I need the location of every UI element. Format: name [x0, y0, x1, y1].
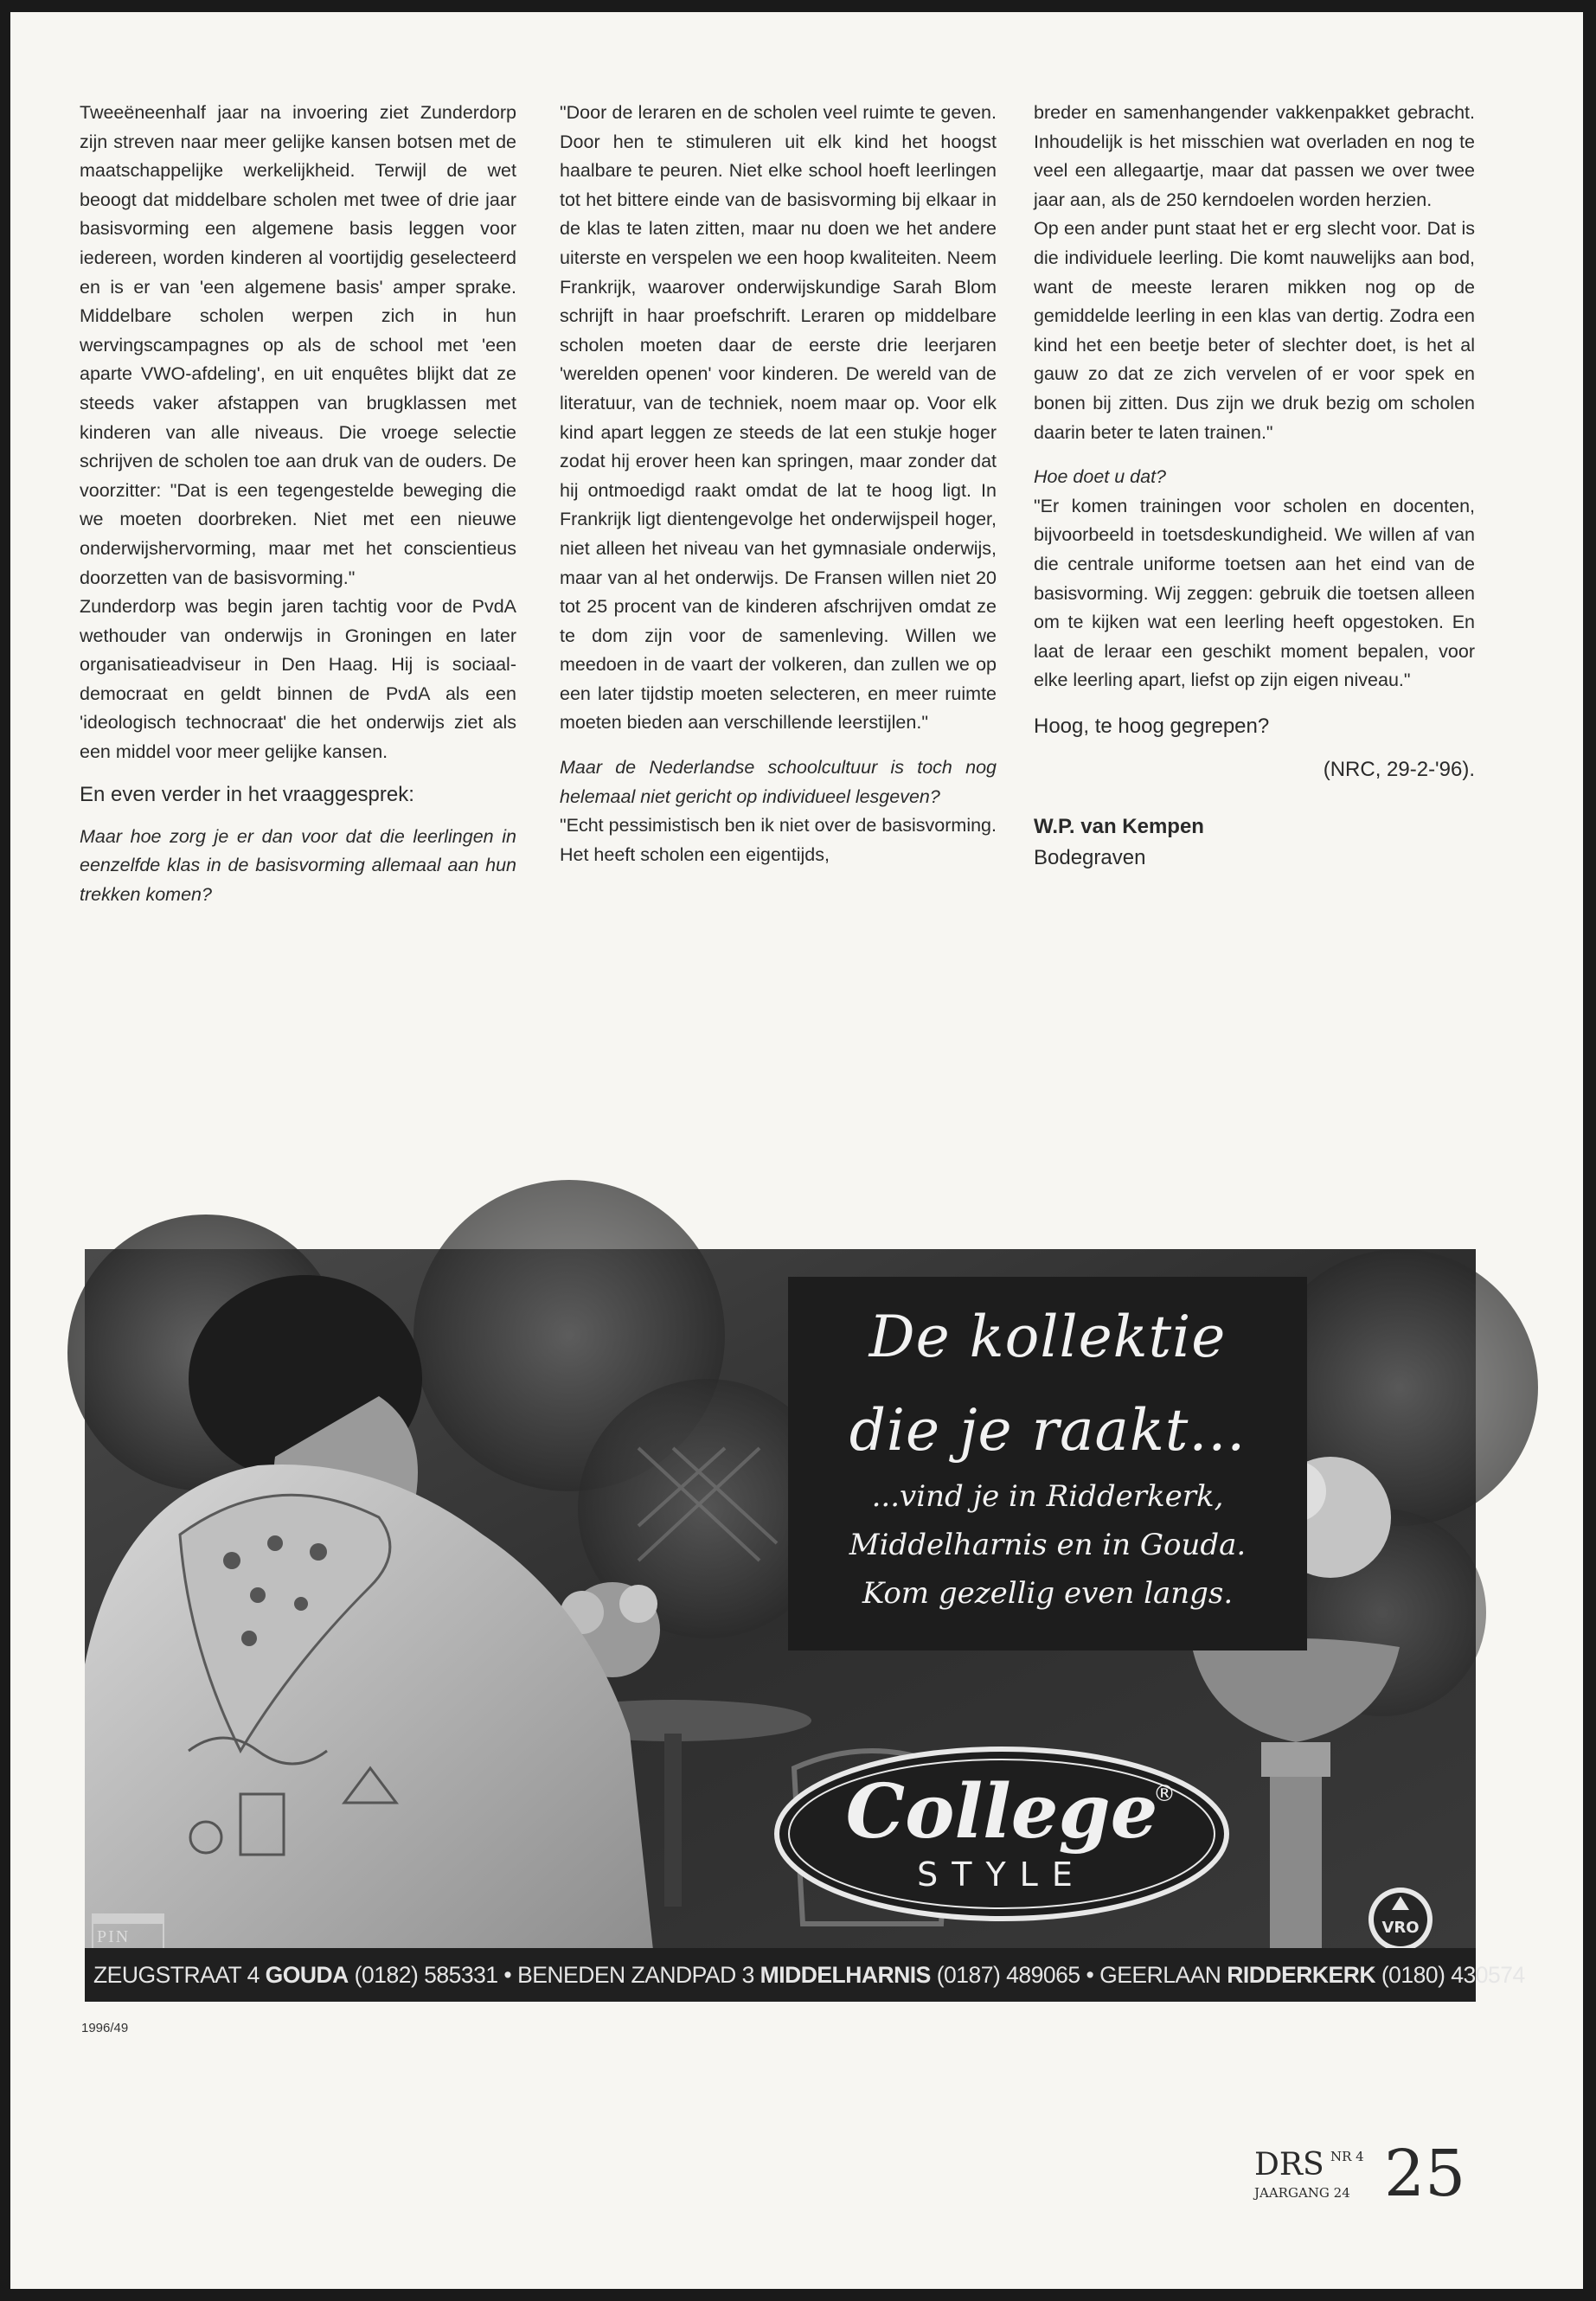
- article-column-1: [80, 99, 516, 909]
- store-middelharnis: MIDDELHARNIS: [760, 1962, 931, 1988]
- article-column-3: [1034, 99, 1475, 874]
- paragraph: breder en samenhangender vakkenpakket gebracht. Inhoudelijk is het misschien wat overladen en nog te veel een allegaartje, maar dat passen we over twee jaar aan, als de 250 kerndoelen worden herzien.: [1034, 102, 1475, 210]
- store-ridderkerk: RIDDERKERK: [1227, 1962, 1375, 1988]
- paragraph: "Er komen trainingen voor scholen en docenten, bijvoorbeeld in toetsdeskundigheid. We willen af van die centrale uniforme toetsen aan het eind van de basisvorming. Wij zeggen: gebruik die toetsen alleen om te kijken wat een leerling heeft opgestoken. En laat de leraar een geschikt moment bepalen, voor elke leerling apart, liefst op zijn eigen niveau.": [1034, 495, 1475, 691]
- interview-intro: En even verder in het vraaggesprek:: [80, 782, 414, 806]
- paragraph: Zunderdorp was begin jaren tachtig voor de PvdA wethouder van onderwijs in Groningen en later organisatieadviseur in Den Haag. Hij is sociaal-democraat en geldt binnen de PvdA als een 'ideologisch technocraat' die het onderwijs ziet als een middel voor meer gelijke kansen.: [80, 596, 516, 763]
- ad-reference-code: 1996/49: [81, 2021, 129, 2035]
- paragraph: Op een ander punt staat het er erg slecht voor. Dat is die individuele leerling. Die komt nauwelijks aan bod, want de meeste leraren mikken nog op de gemiddelde leerling in een klas van dertig. Zodra een kind het een beetje beter of slechter doet, is het al gauw zo dat ze zich vervelen of er voor spek en bonen bij zitten. Dus zijn we druk bezig om scholen daarin beter te laten trainen.": [1034, 218, 1475, 443]
- store-gouda: GOUDA: [265, 1962, 349, 1988]
- source-citation: (NRC, 29-2-'96).: [1323, 757, 1475, 781]
- volume-label: JAARGANG 24: [1254, 2185, 1350, 2201]
- paragraph: "Door de leraren en de scholen veel ruimte te geven. Door hen te stimuleren uit elk kind het hoogst haalbare te peuren. Niet elke school hoeft leerlingen tot het bittere einde van de basisvorming bij elkaar in de klas te laten zitten, maar nu doen we het andere uiterste en verspelen we een hoop kwaliteiten. Neem Frankrijk, waarover onderwijskundige Sarah Blom schrijft in haar proefschrift. Leraren op middelbare scholen moeten daar de eerste drie leerjaren 'werelden openen' voor kinderen. De wereld van de literatuur, van de techniek, noem maar op. Voor elk kind apart leggen ze steeds de lat een stukje hoger zodat hij erover heen kan springen, maar zonder dat hij ontmoedigd raakt omdat de lat te hoog ligt. In Frankrijk ligt dientengevolge het onderwijspeil hoger, niet alleen het niveau van het gymnasiale onderwijs, maar van al het onderwijs. De Fransen willen niet 20 tot 25 procent van de kinderen afschrijven omdat ze te dom zijn voor de samenleving. Willen we meedoen in de vaart der volkeren, dan zullen we op een later tijdstip moeten selecteren, en meer ruimte moeten bieden aan verschillende leerstijlen.": [560, 102, 997, 734]
- ad-subline-1: ...vind je in Ridderkerk,: [871, 1479, 1224, 1514]
- logo-style-text: STYLE: [917, 1856, 1086, 1894]
- issue-number: NR 4: [1330, 2149, 1364, 2164]
- vro-label: VRO: [1381, 1919, 1420, 1937]
- interview-question: Maar hoe zorg je er dan voor dat die leerlingen in eenzelfde klas in de basisvorming allemaal aan hun trekken komen?: [80, 825, 516, 905]
- page-folio: [1254, 2137, 1471, 2211]
- page-number: 25: [1384, 2137, 1466, 2211]
- interview-question: Hoe doet u dat?: [1034, 466, 1167, 488]
- college-style-logo: [811, 1766, 1192, 1905]
- journal-name: DRS: [1254, 2147, 1324, 2182]
- paragraph: "Echt pessimistisch ben ik niet over de basisvorming. Het heeft scholen een eigentijds,: [560, 815, 997, 865]
- ad-slogan-panel: [788, 1277, 1307, 1650]
- ad-subline-2: Middelharnis en in Gouda.: [849, 1528, 1247, 1562]
- closing-question: Hoog, te hoog gegrepen?: [1034, 714, 1270, 738]
- author-name: W.P. van Kempen: [1034, 814, 1204, 838]
- paragraph: Tweeëneenhalf jaar na invoering ziet Zunderdorp zijn streven naar meer gelijke kansen botsen met de maatschappelijke werkelijkheid. Terwijl de wet beoogt dat middelbare scholen met twee of drie jaar basisvorming een algemene basis leggen voor iedereen, worden kinderen al voortijdig geselecteerd en is er van 'een algemene basis' amper sprake. Middelbare scholen werpen zich in hun wervingscampagnes op als de school met 'een aparte VWO-afdeling', en uit enquêtes blijkt dat ze steeds vaker afstappen van brugklassen met kinderen van alle niveaus. Die vroege selectie schrijven de scholen toe aan druk van de ouders. De voorzitter: "Dat is een tegengestelde beweging die we moeten doorbreken. Niet met een nieuwe onderwijshervorming, maar met het conscientieus doorzetten van de basisvorming.": [80, 102, 516, 588]
- ad-headline-line-1: De kollektie: [869, 1304, 1227, 1370]
- logo-college-text: College: [845, 1768, 1158, 1856]
- vro-badge-icon: [1365, 1884, 1436, 1955]
- article-column-2: [560, 99, 997, 869]
- registered-mark: ®: [1153, 1781, 1176, 1807]
- interview-question: Maar de Nederlandse schoolcultuur is toch nog helemaal niet gericht op individueel lesgeven?: [560, 757, 997, 807]
- pin-payment-logo: PIN: [92, 1913, 164, 1952]
- author-town: Bodegraven: [1034, 845, 1146, 869]
- ad-headline-line-2: die je raakt...: [849, 1397, 1247, 1464]
- magazine-page: [10, 12, 1583, 2289]
- ad-store-addresses: ZEUGSTRAAT 4 GOUDA (0182) 585331 • BENEDEN ZANDPAD 3 MIDDELHARNIS (0187) 489065 • GEERLAAN RIDDERKERK (0180) 430574: [85, 1948, 1476, 2002]
- college-style-advertisement: [85, 1249, 1525, 2002]
- ad-subline-3: Kom gezellig even langs.: [862, 1576, 1234, 1611]
